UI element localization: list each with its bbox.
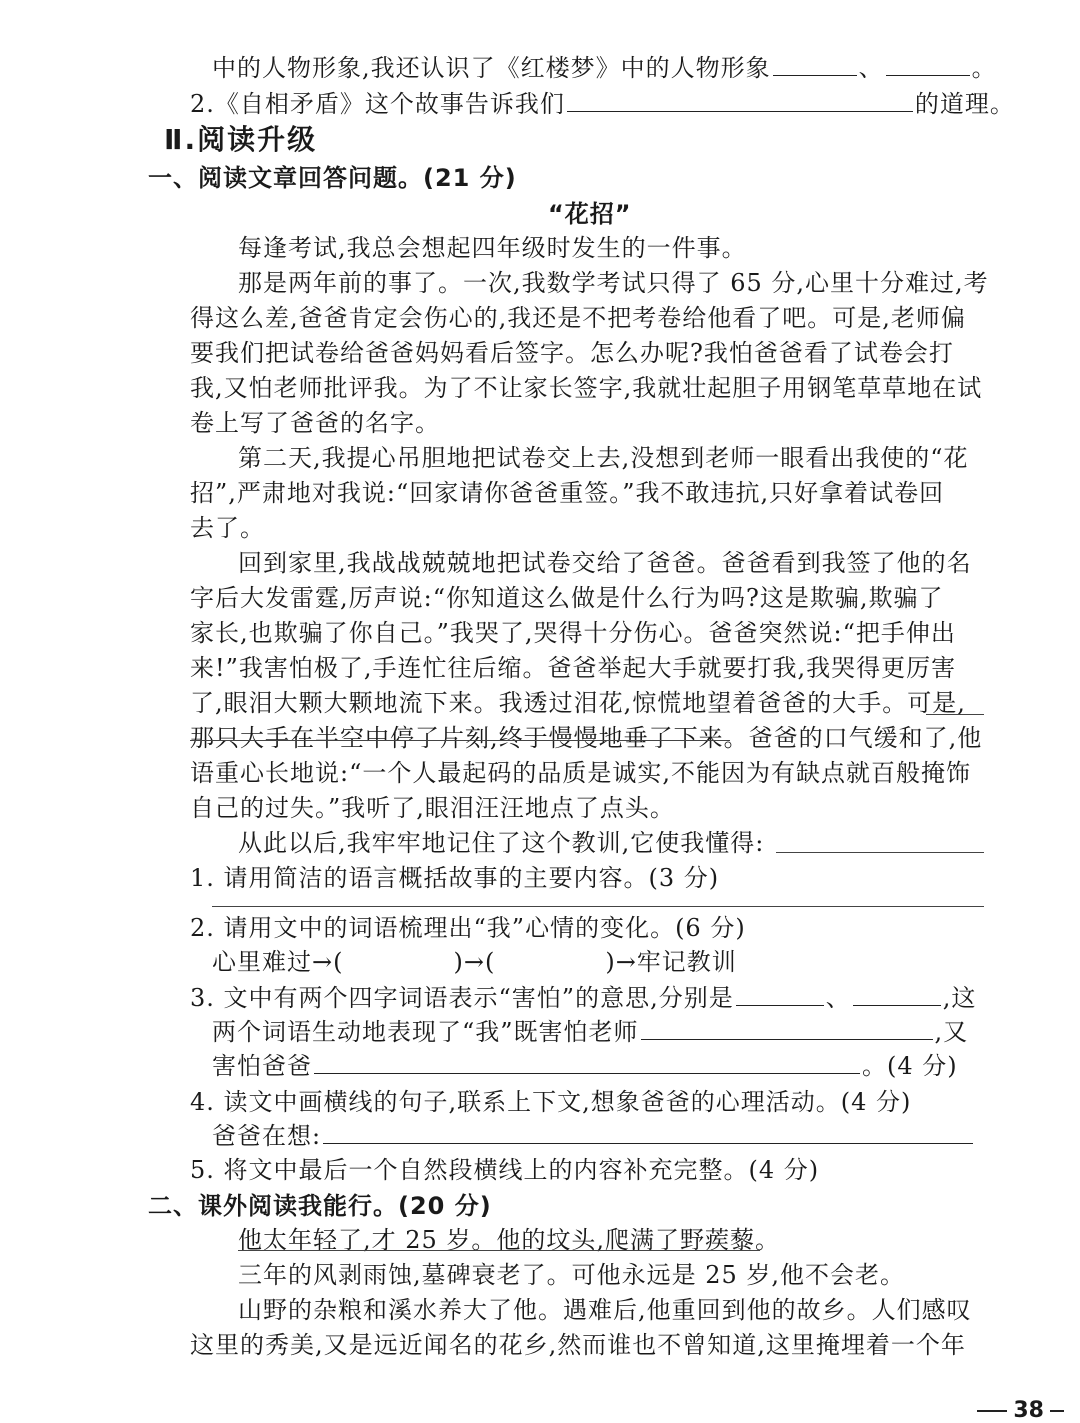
passage-line: 要我们把试卷给爸爸妈妈看后签字。怎么办呢?我怕爸爸看了试卷会打 bbox=[190, 339, 954, 367]
passage-line: 卷上写了爸爸的名字。 bbox=[190, 409, 440, 437]
question-4: 4. 读文中画横线的句子,联系上下文,想象爸爸的心理活动。(4 分) bbox=[190, 1088, 912, 1116]
text-segment: ,又 bbox=[934, 1018, 969, 1046]
page-number bbox=[971, 1398, 1070, 1423]
part1-heading: 一、阅读文章回答问题。(21 分) bbox=[148, 164, 517, 192]
text-segment: 中的人物形象,我还认识了《红楼梦》中的人物形象 bbox=[212, 54, 771, 82]
text-segment: )→牢记教训 bbox=[605, 948, 737, 976]
text-segment: 的道理。 bbox=[914, 90, 1015, 118]
text-segment: 3. 文中有两个四字词语表示“害怕”的意思,分别是 bbox=[190, 984, 734, 1012]
answer-blank[interactable] bbox=[736, 983, 824, 1006]
answer-blank[interactable] bbox=[853, 983, 941, 1006]
question-4-answer bbox=[212, 1120, 975, 1152]
question-3-line3 bbox=[212, 1050, 958, 1082]
passage-line: 那只大手在半空中停了片刻,终于慢慢地垂了下来。爸爸的口气缓和了,他 bbox=[190, 724, 983, 752]
text-segment: 害怕爸爸 bbox=[212, 1052, 312, 1080]
question-2-line bbox=[190, 88, 1015, 120]
question-1: 1. 请用简洁的语言概括故事的主要内容。(3 分) bbox=[190, 864, 720, 892]
text-line bbox=[212, 52, 997, 84]
question-2-flow bbox=[212, 946, 737, 978]
section-heading: Ⅱ.阅读升级 bbox=[164, 123, 318, 156]
answer-blank[interactable] bbox=[567, 89, 913, 112]
sentence-underline bbox=[926, 714, 984, 715]
text-segment: 两个词语生动地表现了“我”既害怕老师 bbox=[212, 1018, 639, 1046]
answer-blank[interactable] bbox=[314, 1051, 860, 1074]
passage-line: 那是两年前的事了。一次,我数学考试只得了 65 分,心里十分难过,考 bbox=[238, 269, 989, 297]
passage-line: 去了。 bbox=[190, 514, 265, 542]
text-segment: 、 bbox=[825, 984, 851, 1012]
passage-line: 家长,也欺骗了你自己。”我哭了,哭得十分伤心。爸爸突然说:“把手伸出 bbox=[190, 619, 956, 647]
text-segment: ,这 bbox=[942, 984, 977, 1012]
passage-line: 得这么差,爸爸肯定会伤心的,我还是不把考卷给他看了吧。可是,老师偏 bbox=[190, 304, 966, 332]
passage-line: 招”,严肃地对我说:“回家请你爸爸重签。”我不敢违抗,只好拿着试卷回 bbox=[190, 479, 945, 507]
text-segment: 心里难过→( bbox=[212, 948, 344, 976]
text-segment: 2.《自相矛盾》这个故事告诉我们 bbox=[190, 90, 565, 118]
answer-line[interactable] bbox=[212, 906, 984, 907]
answer-line[interactable] bbox=[238, 1250, 760, 1251]
text-segment: 。 bbox=[971, 54, 997, 82]
answer-blank[interactable] bbox=[641, 1017, 933, 1040]
passage-line: 自己的过失。”我听了,眼泪汪汪地点了点头。 bbox=[190, 794, 675, 822]
answer-blank[interactable] bbox=[886, 53, 970, 76]
story-title: “花招” bbox=[548, 200, 632, 228]
question-3 bbox=[190, 982, 976, 1014]
passage-line: 字后大发雷霆,厉声说:“你知道这么做是什么行为吗?这是欺骗,欺骗了 bbox=[190, 584, 944, 612]
passage-line: 三年的风剥雨蚀,墓碑衰老了。可他永远是 25 岁,他不会老。 bbox=[238, 1261, 906, 1289]
answer-blank[interactable] bbox=[323, 1121, 973, 1144]
text-segment: 、 bbox=[858, 54, 884, 82]
text-segment: 。(4 分) bbox=[862, 1052, 958, 1080]
question-5: 5. 将文中最后一个自然段横线上的内容补充完整。(4 分) bbox=[190, 1156, 820, 1184]
question-3-line2 bbox=[212, 1016, 968, 1048]
answer-line[interactable] bbox=[776, 852, 984, 853]
question-2: 2. 请用文中的词语梳理出“我”心情的变化。(6 分) bbox=[190, 914, 746, 942]
text-segment: )→( bbox=[453, 948, 496, 976]
passage-line: 从此以后,我牢牢地记住了这个教训,它使我懂得: bbox=[238, 829, 765, 857]
passage-line: 回到家里,我战战兢兢地把试卷交给了爸爸。爸爸看到我签了他的名 bbox=[238, 549, 972, 577]
passage-line: 了,眼泪大颗大颗地流下来。我透过泪花,惊慌地望着爸爸的大手。可是, bbox=[190, 689, 966, 717]
part2-heading: 二、课外阅读我能行。(20 分) bbox=[148, 1192, 492, 1220]
passage-line: 语重心长地说:“一个人最起码的品质是诚实,不能因为有缺点就百般掩饰 bbox=[190, 759, 971, 787]
passage-line: 第二天,我提心吊胆地把试卷交上去,没想到老师一眼看出我使的“花 bbox=[238, 444, 969, 472]
text-segment: 爸爸在想: bbox=[212, 1122, 322, 1150]
passage-line: 这里的秀美,又是远近闻名的花乡,然而谁也不曾知道,这里掩埋着一个年 bbox=[190, 1331, 966, 1359]
answer-blank[interactable] bbox=[773, 53, 857, 76]
page-number-text: 38 bbox=[1013, 1398, 1044, 1423]
passage-line: 每逢考试,我总会想起四年级时发生的一件事。 bbox=[238, 234, 747, 262]
passage-line: 我,又怕老师批评我。为了不让家长签字,我就壮起胆子用钢笔草草地在试 bbox=[190, 374, 983, 402]
passage-line: 山野的杂粮和溪水养大了他。遇难后,他重回到他的故乡。人们感叹 bbox=[238, 1296, 972, 1324]
passage-line: 来!”我害怕极了,手连忙往后缩。爸爸举起大手就要打我,我哭得更厉害 bbox=[190, 654, 957, 682]
passage-line: 他太年轻了,才 25 岁。他的坟头,爬满了野蒺藜。 bbox=[238, 1226, 781, 1254]
sentence-underline bbox=[190, 740, 730, 741]
